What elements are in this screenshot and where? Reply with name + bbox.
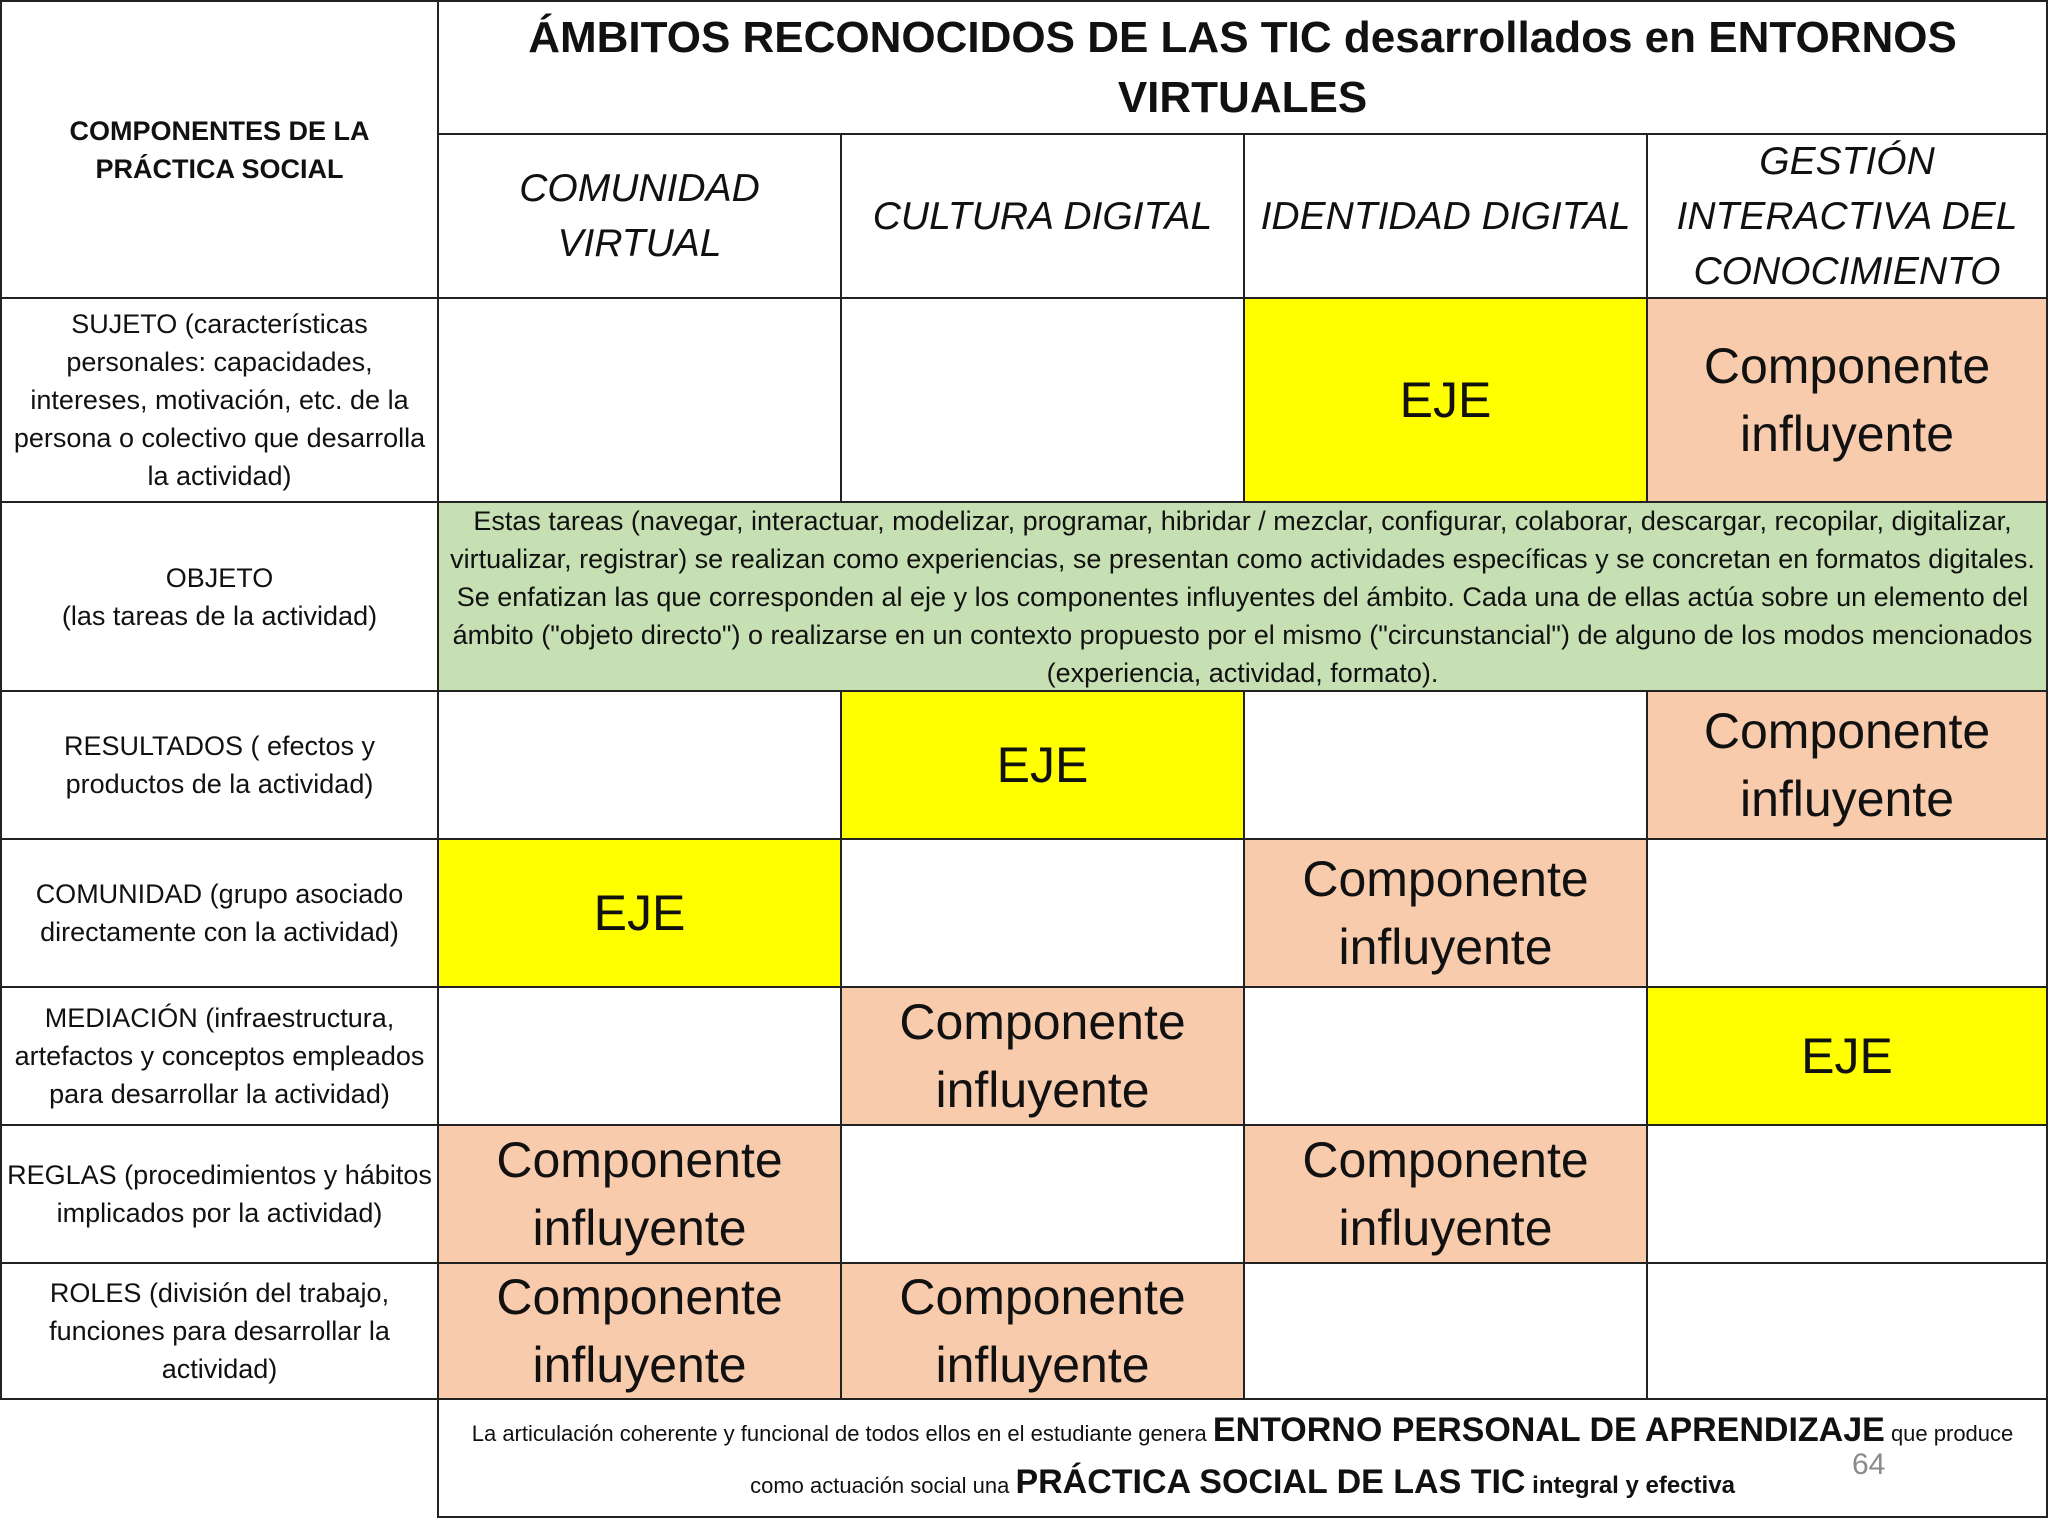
- footer-emphasis: PRÁCTICA SOCIAL DE LAS TIC: [1015, 1463, 1526, 1501]
- row-label-reglas: [0, 1124, 439, 1264]
- influyente-label: Componente influyente: [1703, 338, 1991, 462]
- row-label-text: SUJETO (características personales: capacidades, intereses, motivación, etc. de la persona o colectivo que desarrolla la actividad): [13, 309, 426, 491]
- cell-roles-gestion: [1646, 1262, 2048, 1400]
- cell-mediacion-comunidad: [437, 986, 842, 1126]
- cell-reglas-comunidad: [437, 1124, 842, 1264]
- cell-resultados-comunidad: [437, 690, 842, 840]
- cell-comunidad-gestion: [1646, 838, 2048, 988]
- eje-label: EJE: [996, 737, 1089, 793]
- cell-reglas-cultura: [840, 1124, 1245, 1264]
- objeto-line1: OBJETO: [165, 562, 274, 593]
- footer-text: La articulación coherente y funcional de todos ellos en el estudiante genera: [471, 1421, 1213, 1446]
- footer-emphasis: ENTORNO PERSONAL DE APRENDIZAJE: [1212, 1411, 1885, 1449]
- table-title: [437, 0, 2048, 135]
- col-header-cultura-digital: [840, 133, 1245, 299]
- cell-resultados-cultura: [840, 690, 1245, 840]
- row-label-sujeto: [0, 297, 439, 503]
- row-label-resultados: [0, 690, 439, 840]
- cell-objeto-tasks: [437, 501, 2048, 692]
- cell-sujeto-cultura: [840, 297, 1245, 503]
- col-header-text: GESTIÓN INTERACTIVA DEL CONOCIMIENTO: [1676, 139, 2018, 293]
- row-label-objeto: [0, 501, 439, 692]
- objeto-line2: (las tareas de la actividad): [61, 600, 378, 631]
- cell-mediacion-identidad: [1243, 986, 1648, 1126]
- cell-sujeto-identidad: [1243, 297, 1648, 503]
- cell-comunidad-cultura: [840, 838, 1245, 988]
- cell-sujeto-gestion: [1646, 297, 2048, 503]
- row-label-text: [62, 559, 377, 635]
- footer-text: que produce: [1884, 1421, 2014, 1446]
- cell-reglas-gestion: [1646, 1124, 2048, 1264]
- eje-label: EJE: [1801, 1028, 1893, 1084]
- influyente-label: Componente influyente: [899, 1269, 1186, 1393]
- cell-roles-identidad: [1243, 1262, 1648, 1400]
- footer-line-2: [439, 1458, 2046, 1510]
- cell-roles-comunidad: [437, 1262, 842, 1400]
- row-label-comunidad: [0, 838, 439, 988]
- row-label-text: MEDIACIÓN (infraestructura, artefactos y conceptos empleados para desarrollar la actividad): [14, 1003, 425, 1109]
- col-header-comunidad-virtual: [437, 133, 842, 299]
- influyente-label: Componente influyente: [1302, 851, 1589, 975]
- footer-text-bold: integral y efectiva: [1525, 1472, 1735, 1499]
- influyente-label: Componente influyente: [496, 1132, 783, 1256]
- cell-comunidad-identidad: [1243, 838, 1648, 988]
- col-header-identidad-digital: [1243, 133, 1648, 299]
- row-label-text: ROLES (división del trabajo, funciones para desarrollar la actividad): [49, 1278, 390, 1384]
- eje-label: EJE: [593, 885, 686, 941]
- cell-roles-cultura: [840, 1262, 1245, 1400]
- corner-header-text: COMPONENTES DE LA PRÁCTICA SOCIAL: [69, 115, 370, 184]
- row-label-text: RESULTADOS ( efectos y productos de la actividad): [63, 731, 376, 799]
- cell-resultados-identidad: [1243, 690, 1648, 840]
- col-header-text: IDENTIDAD DIGITAL: [1260, 194, 1631, 238]
- row-label-text: REGLAS (procedimientos y hábitos implicados por la actividad): [7, 1160, 432, 1228]
- col-header-text: COMUNIDAD VIRTUAL: [519, 167, 760, 265]
- cell-reglas-identidad: [1243, 1124, 1648, 1264]
- cell-resultados-gestion: [1646, 690, 2048, 840]
- row-label-mediacion: [0, 986, 439, 1126]
- table-title-text: ÁMBITOS RECONOCIDOS DE LAS TIC desarrollados en ENTORNOS VIRTUALES: [528, 12, 1957, 122]
- cell-sujeto-comunidad: [437, 297, 842, 503]
- objeto-description: Estas tareas (navegar, interactuar, modelizar, programar, hibridar / mezclar, configurar, colaborar, descargar, recopilar, digitalizar, virtualizar, registrar) se realizan como experiencias, se presentan como actividades específicas y se concretan en formatos digitales. Se enfatizan las que corresponden al eje y los componentes influyentes del ámbito. Cada una de ellas actúa sobre un elemento del ámbito ("objeto directo") o realizarse en un contexto propuesto por el mismo ("circunstancial") de alguno de los modos mencionados (experiencia, actividad, formato).: [450, 505, 2035, 688]
- cell-mediacion-cultura: [840, 986, 1245, 1126]
- row-label-text: COMUNIDAD (grupo asociado directamente con la actividad): [35, 879, 404, 947]
- eje-label: EJE: [1399, 372, 1492, 428]
- footer-text: como actuación social una: [750, 1473, 1016, 1498]
- influyente-label: Componente influyente: [899, 994, 1186, 1118]
- influyente-label: Componente influyente: [1302, 1132, 1589, 1256]
- footer-box: [437, 1398, 2048, 1518]
- col-header-gestion-conocimiento: [1646, 133, 2048, 299]
- footer-line-1: [439, 1406, 2046, 1458]
- col-header-text: CULTURA DIGITAL: [872, 194, 1213, 238]
- influyente-label: Componente influyente: [496, 1269, 783, 1393]
- corner-header: [0, 0, 439, 299]
- row-label-roles: [0, 1262, 439, 1400]
- cell-comunidad-comunidad: [437, 838, 842, 988]
- influyente-label: Componente influyente: [1703, 703, 1991, 827]
- cell-mediacion-gestion: [1646, 986, 2048, 1126]
- page-number: 64: [1852, 1448, 1886, 1481]
